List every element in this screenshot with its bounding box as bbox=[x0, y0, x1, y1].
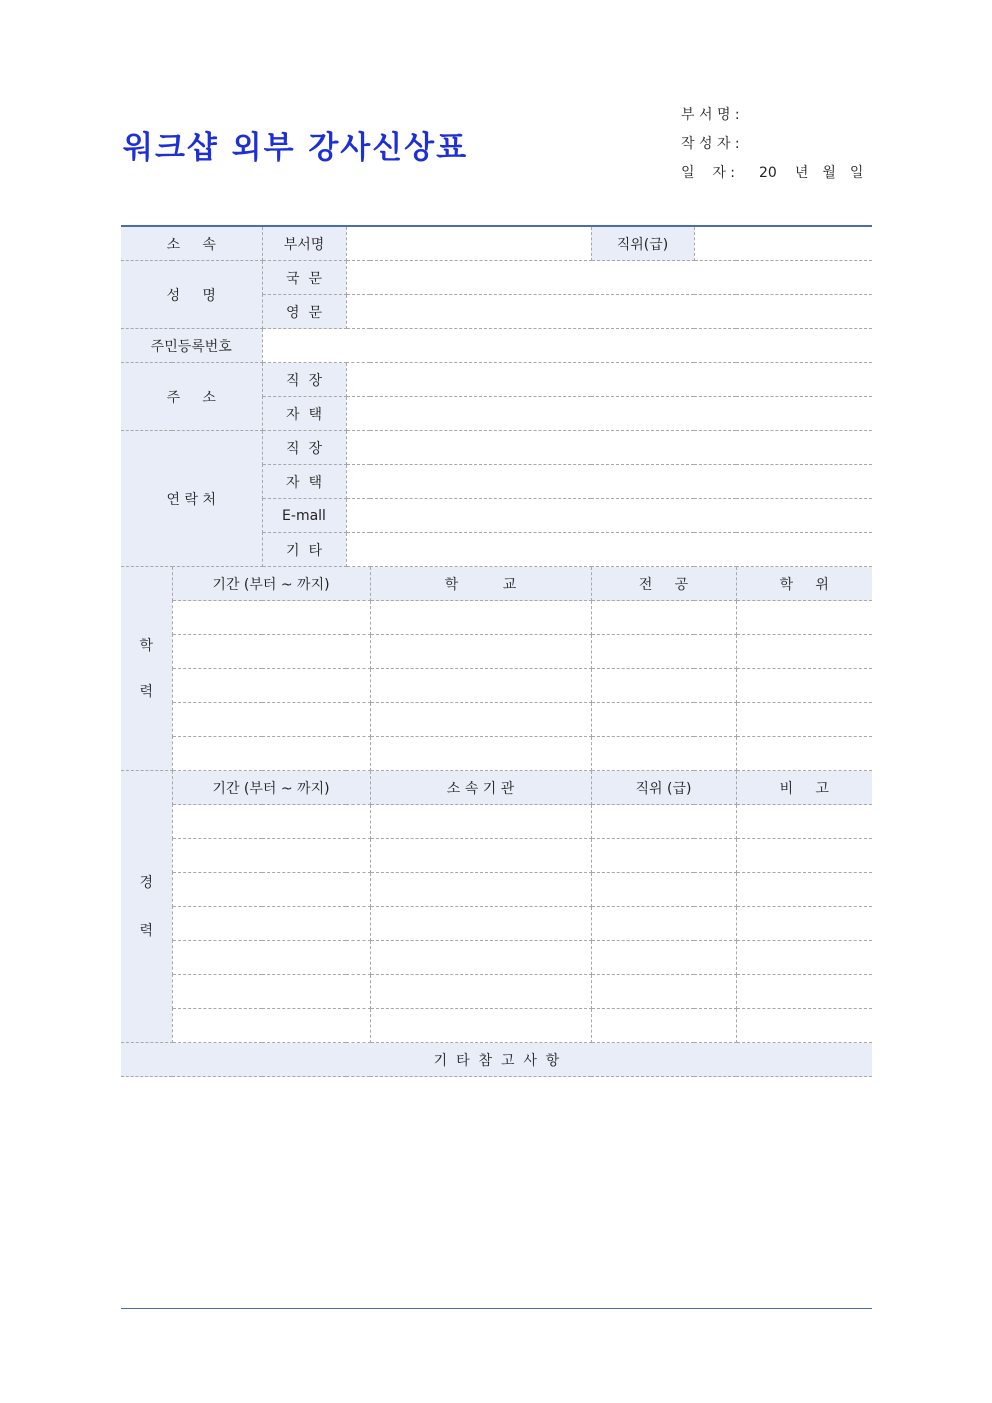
career-row bbox=[121, 1009, 872, 1043]
contact-work-field[interactable] bbox=[346, 431, 872, 465]
education-label-char-2: 력 bbox=[139, 683, 154, 700]
name-label: 성 명 bbox=[121, 261, 262, 329]
career-note-header: 비 고 bbox=[736, 771, 872, 805]
career-row bbox=[121, 873, 872, 907]
education-period-cell[interactable] bbox=[172, 669, 370, 703]
career-position-cell[interactable] bbox=[591, 907, 736, 941]
education-degree-cell[interactable] bbox=[736, 737, 872, 771]
education-degree-cell[interactable] bbox=[736, 703, 872, 737]
contact-work-row bbox=[121, 431, 872, 465]
career-org-header: 소 속 기 관 bbox=[370, 771, 591, 805]
career-period-cell[interactable] bbox=[172, 839, 370, 873]
dept-row bbox=[681, 101, 877, 130]
contact-label: 연 락 처 bbox=[121, 431, 262, 567]
education-major-cell[interactable] bbox=[591, 601, 736, 635]
day-unit: 일 bbox=[849, 165, 864, 181]
writer-row bbox=[681, 130, 877, 159]
email-label: E-mall bbox=[262, 499, 346, 533]
career-period-cell[interactable] bbox=[172, 907, 370, 941]
contact-home-label: 자 택 bbox=[262, 465, 346, 499]
education-degree-cell[interactable] bbox=[736, 601, 872, 635]
career-position-cell[interactable] bbox=[591, 1009, 736, 1043]
career-note-cell[interactable] bbox=[736, 805, 872, 839]
career-period-cell[interactable] bbox=[172, 1009, 370, 1043]
education-period-cell[interactable] bbox=[172, 601, 370, 635]
career-row bbox=[121, 907, 872, 941]
date-label: 일 자 : bbox=[681, 165, 736, 181]
education-school-cell[interactable] bbox=[370, 601, 591, 635]
career-period-cell[interactable] bbox=[172, 975, 370, 1009]
name-english-field[interactable] bbox=[346, 295, 872, 329]
address-label: 주 소 bbox=[121, 363, 262, 431]
career-label-char-1: 경 bbox=[139, 874, 154, 891]
career-period-cell[interactable] bbox=[172, 941, 370, 975]
education-degree-header: 학 위 bbox=[736, 567, 872, 601]
email-field[interactable] bbox=[346, 499, 872, 533]
career-org-cell[interactable] bbox=[370, 1009, 591, 1043]
dept-name-label: 부서명 bbox=[262, 226, 346, 261]
address-work-field[interactable] bbox=[346, 363, 872, 397]
career-note-cell[interactable] bbox=[736, 907, 872, 941]
education-label-char-1: 학 bbox=[139, 637, 154, 654]
education-degree-cell[interactable] bbox=[736, 635, 872, 669]
remarks-label: 기 타 참 고 사 항 bbox=[121, 1043, 872, 1077]
address-home-label: 자 택 bbox=[262, 397, 346, 431]
education-school-cell[interactable] bbox=[370, 669, 591, 703]
other-label: 기 타 bbox=[262, 533, 346, 567]
career-position-cell[interactable] bbox=[591, 975, 736, 1009]
education-period-cell[interactable] bbox=[172, 737, 370, 771]
name-korean-row bbox=[121, 261, 872, 295]
career-row bbox=[121, 941, 872, 975]
date-prefix: 20 bbox=[759, 165, 777, 181]
career-note-cell[interactable] bbox=[736, 873, 872, 907]
career-org-cell[interactable] bbox=[370, 873, 591, 907]
education-major-cell[interactable] bbox=[591, 703, 736, 737]
writer-label: 작 성 자 : bbox=[681, 136, 740, 152]
education-degree-cell[interactable] bbox=[736, 669, 872, 703]
position-field[interactable] bbox=[694, 226, 872, 261]
career-period-header: 기간 (부터 ~ 까지) bbox=[172, 771, 370, 805]
career-position-header: 직위 (급) bbox=[591, 771, 736, 805]
korean-label: 국 문 bbox=[262, 261, 346, 295]
education-row bbox=[121, 669, 872, 703]
education-school-cell[interactable] bbox=[370, 703, 591, 737]
career-label bbox=[121, 771, 172, 1043]
contact-home-field[interactable] bbox=[346, 465, 872, 499]
education-period-cell[interactable] bbox=[172, 703, 370, 737]
education-header-row bbox=[121, 567, 872, 601]
career-period-cell[interactable] bbox=[172, 805, 370, 839]
education-major-cell[interactable] bbox=[591, 669, 736, 703]
contact-work-label: 직 장 bbox=[262, 431, 346, 465]
dept-label: 부 서 명 : bbox=[681, 107, 740, 123]
career-position-cell[interactable] bbox=[591, 839, 736, 873]
address-home-field[interactable] bbox=[346, 397, 872, 431]
affiliation-label: 소 속 bbox=[121, 226, 262, 261]
dept-name-field[interactable] bbox=[346, 226, 591, 261]
other-field[interactable] bbox=[346, 533, 872, 567]
education-row bbox=[121, 635, 872, 669]
career-org-cell[interactable] bbox=[370, 941, 591, 975]
career-org-cell[interactable] bbox=[370, 975, 591, 1009]
education-period-cell[interactable] bbox=[172, 635, 370, 669]
education-major-cell[interactable] bbox=[591, 635, 736, 669]
career-position-cell[interactable] bbox=[591, 941, 736, 975]
education-major-header: 전 공 bbox=[591, 567, 736, 601]
position-label: 직위(급) bbox=[591, 226, 694, 261]
document-meta bbox=[681, 101, 877, 188]
career-org-cell[interactable] bbox=[370, 907, 591, 941]
education-label bbox=[121, 567, 172, 771]
education-school-header: 학 교 bbox=[370, 567, 591, 601]
document-title: 워크샵 외부 강사신상표 bbox=[123, 130, 469, 166]
career-note-cell[interactable] bbox=[736, 975, 872, 1009]
education-row bbox=[121, 703, 872, 737]
career-row bbox=[121, 805, 872, 839]
education-row bbox=[121, 737, 872, 771]
career-note-cell[interactable] bbox=[736, 1009, 872, 1043]
career-row bbox=[121, 839, 872, 873]
education-school-cell[interactable] bbox=[370, 635, 591, 669]
career-org-cell[interactable] bbox=[370, 805, 591, 839]
resident-no-label: 주민등록번호 bbox=[121, 329, 262, 363]
resident-no-field[interactable] bbox=[262, 329, 872, 363]
career-row bbox=[121, 975, 872, 1009]
education-school-cell[interactable] bbox=[370, 737, 591, 771]
year-unit: 년 bbox=[794, 165, 809, 181]
career-note-cell[interactable] bbox=[736, 941, 872, 975]
remarks-row bbox=[121, 1043, 872, 1077]
education-period-header: 기간 (부터 ~ 까지) bbox=[172, 567, 370, 601]
month-unit: 월 bbox=[822, 165, 836, 181]
career-position-cell[interactable] bbox=[591, 805, 736, 839]
career-note-cell[interactable] bbox=[736, 839, 872, 873]
affiliation-row bbox=[121, 226, 872, 261]
career-org-cell[interactable] bbox=[370, 839, 591, 873]
career-label-char-2: 력 bbox=[139, 922, 154, 939]
lecturer-form-table bbox=[121, 225, 872, 1077]
career-period-cell[interactable] bbox=[172, 873, 370, 907]
address-work-label: 직 장 bbox=[262, 363, 346, 397]
resident-no-row bbox=[121, 329, 872, 363]
career-position-cell[interactable] bbox=[591, 873, 736, 907]
name-korean-field[interactable] bbox=[346, 261, 872, 295]
date-row bbox=[681, 159, 877, 188]
career-header-row bbox=[121, 771, 872, 805]
education-major-cell[interactable] bbox=[591, 737, 736, 771]
footer-divider bbox=[121, 1308, 872, 1309]
address-work-row bbox=[121, 363, 872, 397]
education-row bbox=[121, 601, 872, 635]
english-label: 영 문 bbox=[262, 295, 346, 329]
